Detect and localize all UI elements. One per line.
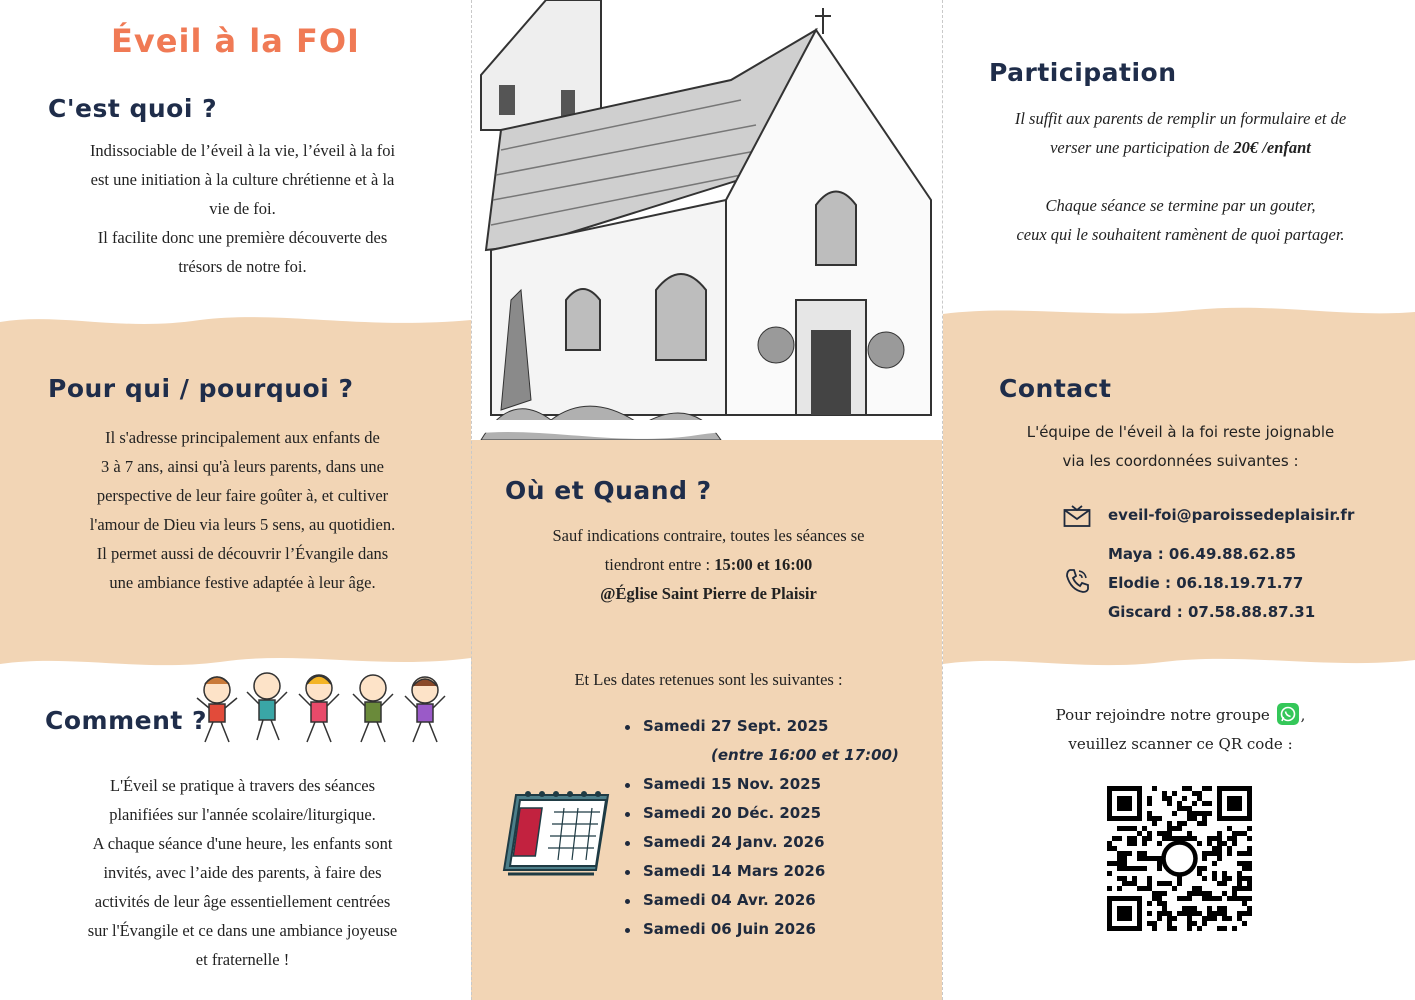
kid-figure [405,677,445,742]
text-line: ceux qui le souhaitent ramènent de quoi partager. [1016,225,1345,244]
text-line: vie de foi. [209,199,276,218]
cest-quoi-text [30,136,455,281]
text-line: 3 à 7 ans, ainsi qu'à leurs parents, dans une [101,457,384,476]
text-line: et fraternelle ! [195,950,290,969]
text-line: L'Éveil se pratique à travers des séances [109,776,376,795]
fold-line [471,0,472,1000]
phone-icon [1065,568,1089,594]
envelope-icon [1063,504,1091,528]
heading-comment: Comment ? [45,706,208,735]
wave-under-drawing [471,420,942,450]
text-line: A chaque séance d'une heure, les enfants sont [92,834,393,853]
heading-pour-qui: Pour qui / pourquoi ? [48,374,354,403]
time-label: tiendront entre : [604,555,711,574]
text-fragment: Pour rejoindre notre groupe [1055,706,1270,724]
phone-giscard[interactable]: Giscard : 07.58.88.87.31 [1108,603,1316,621]
dates-list [621,712,899,944]
wave-bottom [943,648,1415,678]
text-line: Il suffit aux parents de remplir un formulaire et de [1014,109,1347,128]
date-item: Samedi 04 Avr. 2026 [621,886,899,915]
ou-quand-text [491,521,926,608]
panel-right [943,0,1415,1000]
date-item: Samedi 14 Mars 2026 [621,857,899,886]
contact-text [963,418,1398,476]
text-line: planifiées sur l'année scolaire/liturgique. [109,805,376,824]
text-line [491,550,926,579]
time-range: 15:00 et 16:00 [714,555,813,574]
email-link[interactable]: eveil-foi@paroissedeplaisir.fr [1108,506,1355,524]
group-text [963,701,1398,759]
text-line: l'amour de Dieu via leurs 5 sens, au quotidien. [89,515,396,534]
pour-qui-text [30,423,455,597]
page-title: Éveil à la FOI [111,22,360,60]
heading-cest-quoi: C'est quoi ? [48,94,218,123]
text-fragment: verser une participation de [1050,138,1230,157]
wave-top [0,312,471,342]
phone-maya[interactable]: Maya : 06.49.88.62.85 [1108,545,1297,563]
whatsapp-icon [1277,703,1299,725]
text-line: sur l'Évangile et ce dans une ambiance joyeuse [87,921,398,940]
text-line: L'équipe de l'éveil à la foi reste joignable [1026,423,1335,441]
date-item: Samedi 20 Déc. 2025 [621,799,899,828]
text-line: une ambiance festive adaptée à leur âge. [109,573,376,592]
heading-ou-quand: Où et Quand ? [505,476,712,505]
panel-left [0,0,471,1000]
text-line: Il facilite donc une première découverte des [97,228,388,247]
text-line: Chaque séance se termine par un gouter, [1045,196,1316,215]
text-line: perspective de leur faire goûter à, et cultiver [96,486,389,505]
text-line: activités de leur âge essentiellement centrées [94,892,391,911]
price: 20€ /enfant [1233,138,1311,157]
fold-line [942,0,943,1000]
text-line: veuillez scanner ce QR code : [1068,735,1293,753]
text-line: Il permet aussi de découvrir l’Évangile dans [96,544,389,563]
date-item: Samedi 24 Janv. 2026 [621,828,899,857]
kid-figure [299,675,339,742]
kid-figure [247,673,287,740]
text-line [963,701,1398,730]
date-item: Samedi 27 Sept. 2025 [621,712,899,741]
text-line: via les coordonnées suivantes : [1062,452,1299,470]
kid-figure [353,675,393,742]
text-line: invités, avec l’aide des parents, à faire des [103,863,382,882]
heading-participation: Participation [989,58,1177,87]
participation-text [963,104,1398,249]
date-item: Samedi 15 Nov. 2025 [621,770,899,799]
text-line: Indissociable de l’éveil à la vie, l’éveil à la foi [89,141,396,160]
text-line: est une initiation à la culture chrétienne et à la [90,170,395,189]
heading-contact: Contact [999,374,1112,403]
kid-figure [197,677,237,742]
date-note: (entre 16:00 et 17:00) [711,746,899,764]
dates-intro: Et Les dates retenues sont les suivantes : [574,670,843,689]
kids-illustration [195,668,455,750]
text-line: Sauf indications contraire, toutes les séances se [552,526,865,545]
text-line: trésors de notre foi. [178,257,307,276]
text-fragment: , [1300,706,1306,724]
comment-text [30,771,455,974]
date-item: Samedi 06 Juin 2026 [621,915,899,944]
church-drawing [471,0,942,440]
location: @Église Saint Pierre de Plaisir [600,584,817,603]
text-line: Il s'adresse principalement aux enfants de [105,428,380,447]
wave-top [943,302,1415,332]
text-line [963,133,1398,162]
calendar-icon [496,780,616,880]
qr-code[interactable] [1107,786,1252,931]
phone-elodie[interactable]: Elodie : 06.18.19.71.77 [1108,574,1304,592]
panel-middle [471,0,942,1000]
